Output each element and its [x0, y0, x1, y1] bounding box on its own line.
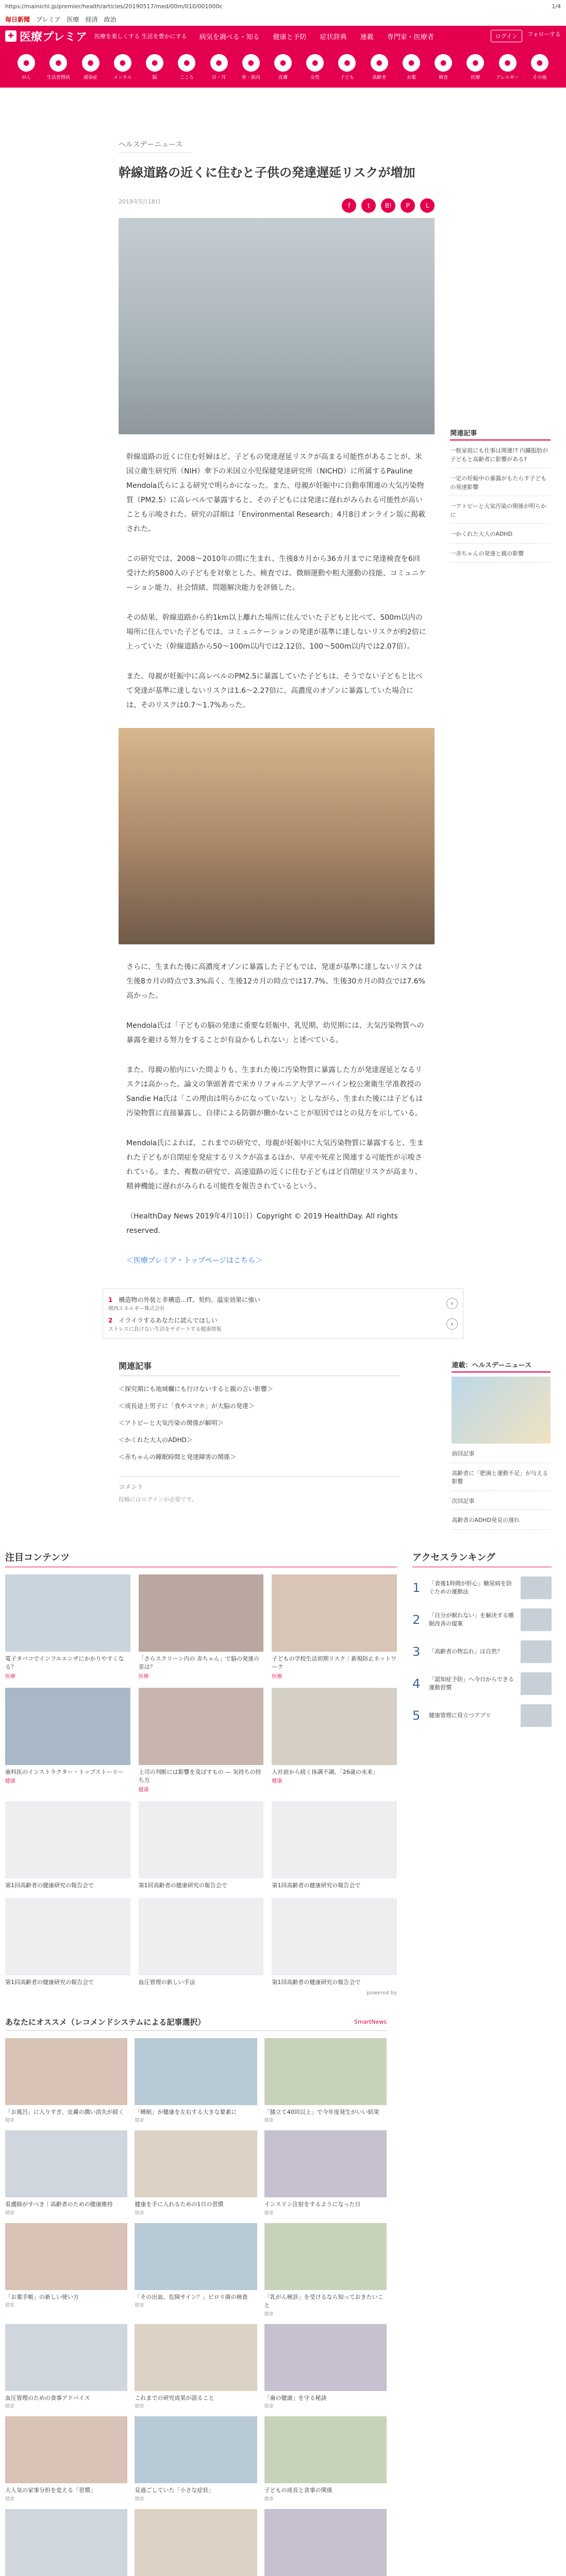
recommend-image: [135, 2223, 257, 2290]
recommend-text: 「その出血、危険サイン？」ピロリ菌の検査: [135, 2293, 248, 2300]
related-link[interactable]: ＜かくれた大人のADHD＞: [119, 1436, 193, 1444]
recommend-text: これまでの研究成果が語ること: [135, 2394, 214, 2401]
article-paragraph: また、母親が妊娠中に高レベルのPM2.5に暴露していた子どもは、そうでない子どもと比べて発達が基準に達しないリスクは1.6〜2.27倍に、高濃度のオゾンに暴露していた場合には、そのリスクは0.7〜1.7%あった。: [126, 672, 423, 709]
recommend-image: [135, 2509, 257, 2576]
recommend-image: [135, 2130, 257, 2197]
category-label: がん: [22, 75, 31, 80]
category-icon: ●: [210, 54, 228, 72]
nav-item[interactable]: 症状辞典: [320, 33, 347, 41]
topbar-item[interactable]: 政治: [104, 15, 116, 23]
attention-card[interactable]: [5, 1898, 130, 1987]
category-icon: ●: [403, 54, 420, 72]
ad-number: 2: [108, 1317, 113, 1324]
recommend-text: 「お薬手帳」の新しい使い方: [5, 2293, 79, 2300]
article-paragraph: さらに、生まれた後に高濃度オゾンに暴露した子どもでは、発達が基準に達しないリスクは生後8カ月の時点で3.3%高く、生後12カ月の時点では17.7%、生後30カ月の時点では7.6%高かった。: [126, 963, 425, 1000]
card-text: 歯科医のインストラクター・トップストーリー: [5, 1768, 124, 1775]
nav-item[interactable]: 専門家・医療者: [387, 33, 434, 41]
back-to-top-link[interactable]: ＜医療プレミア・トップページはこちら＞: [126, 1257, 263, 1265]
chevron-right-icon[interactable]: ›: [446, 1318, 458, 1330]
recommend-image: [264, 2416, 387, 2483]
access-ranking: [412, 1550, 552, 1996]
recommend-card[interactable]: [264, 2038, 387, 2124]
recommend-source: 健康: [264, 2210, 274, 2216]
related-link[interactable]: ＜赤ちゃんの睡眠時間と発達障害の関係＞: [119, 1453, 237, 1461]
attention-title: 注目コンテンツ: [5, 1550, 397, 1567]
category-item[interactable]: [48, 54, 69, 80]
card-image: [139, 1688, 264, 1765]
article-photo-masked-child: [119, 218, 435, 434]
rank-text: 「自分が眠れない」を解決する睡眠改善の提案: [429, 1612, 514, 1627]
recommend-source: 健康: [135, 2303, 144, 2308]
recommend-image: [135, 2324, 257, 2391]
ad-number: 1: [108, 1296, 113, 1303]
card-text: 第1回高齢者の健康研究の報告会で: [5, 1979, 94, 1986]
card-image: [139, 1574, 264, 1652]
category-item[interactable]: [497, 54, 518, 80]
rank-number: 5: [412, 1708, 421, 1723]
aside-link[interactable]: 一般家庭にも仕事は関連!? 内臓脂肪が子どもと高齢者に影響がある?: [450, 447, 551, 468]
category-icon: ●: [338, 54, 356, 72]
category-item[interactable]: [112, 54, 133, 80]
recommend-card[interactable]: [264, 2130, 387, 2216]
brand-name: 医療プレミア: [20, 30, 88, 44]
related-link[interactable]: ＜成長途上男子に「食やスマホ」が大脳の発達＞: [119, 1402, 255, 1410]
card-tag: 健康: [5, 1778, 15, 1784]
recommend-card[interactable]: [135, 2509, 257, 2576]
aside-link[interactable]: 一赤ちゃんの発達と親の影響: [450, 550, 551, 563]
topbar-item[interactable]: プレミア: [36, 15, 61, 23]
series-image: [452, 1377, 551, 1444]
recommend-card[interactable]: [5, 2509, 127, 2576]
category-label: 脳: [152, 75, 157, 80]
category-label: 生活習慣病: [46, 75, 70, 80]
login-button[interactable]: ログイン: [491, 30, 522, 42]
category-icon: ●: [274, 54, 292, 72]
recommend-source: 健康: [264, 2404, 274, 2409]
card-tag: 健康: [138, 1787, 149, 1793]
category-item[interactable]: [337, 54, 357, 80]
main-nav: [199, 31, 434, 41]
card-image: [272, 1801, 397, 1878]
powered-by: powered by: [367, 1990, 397, 1996]
recommend-source: 健康: [264, 2496, 274, 2502]
comment-login-prompt[interactable]: 投稿にはログインが必要です。: [119, 1496, 197, 1503]
recommend-source: 健康: [264, 2118, 274, 2123]
article-paragraph: 幹線道路の近くに住む妊婦ほど、子どもの発達遅延リスクが高まる可能性があることが、米国立衛生研究所（NIH）傘下の米国立小児保健発達研究所（NICHD）に所属するPauline Mendola氏らによる研究で明らかになった。また、母親が妊娠中に自動車関連の大気汚染物質（PM2.5）に高レベルで暴露すると、その子どもには発達に遅れがみられる可能性が高いことも示唆された。研究の詳細は「Environmental Research」4月8日オンライン版に掲載された。: [126, 453, 425, 533]
ranking-list: [412, 1577, 552, 1727]
recommend-card[interactable]: [264, 2509, 387, 2576]
card-tag: 健康: [272, 1778, 282, 1784]
card-image: [5, 1688, 130, 1765]
rank-number: 1: [412, 1580, 421, 1595]
recommend-card[interactable]: [5, 2223, 127, 2317]
category-label: 高齢者: [372, 75, 387, 80]
recommend-card[interactable]: [5, 2038, 127, 2124]
header-actions: [491, 30, 561, 42]
url-text: https://mainichi.jp/premier/health/articles/20190517/med/00m/010/001000c: [5, 3, 223, 10]
card-image: [272, 1898, 397, 1975]
category-item[interactable]: [16, 54, 37, 80]
category-icon: ●: [49, 54, 67, 72]
prev-article-label: 前回記事: [452, 1450, 551, 1463]
category-icon: ●: [371, 54, 388, 72]
rank-text: 「食後1時間が肝心」糖尿病を防ぐための運動法: [429, 1580, 512, 1595]
article-copyright: （HealthDay News 2019年4月10日）Copyright © 2019 HealthDay. All rights reserved.: [126, 1212, 398, 1235]
recommend-card[interactable]: [135, 2223, 257, 2317]
card-text: 第1回高齢者の健康研究の報告会で: [5, 1882, 94, 1889]
attention-card[interactable]: [272, 1688, 397, 1793]
nav-item[interactable]: 連載: [360, 33, 374, 41]
recommend-image: [135, 2038, 257, 2105]
card-text: 上司の判断には影響を及ぼすもの — 気持ちの持ち方: [138, 1768, 261, 1784]
recommend-image: [5, 2509, 127, 2576]
card-image: [272, 1574, 397, 1652]
category-item[interactable]: [433, 54, 454, 80]
related-articles: [119, 1360, 400, 1530]
recommend-text: 看護師がすべき｜高齢者のための健康維持: [5, 2201, 113, 2208]
attention-card[interactable]: [5, 1688, 130, 1793]
main-content: [0, 88, 566, 1268]
recommend-source: 健康: [264, 2311, 274, 2317]
attention-card[interactable]: [139, 1688, 264, 1793]
recommend-card[interactable]: [5, 2130, 127, 2216]
ad-row[interactable]: [108, 1314, 458, 1334]
rank-number: 3: [412, 1644, 421, 1659]
recommend-card[interactable]: [264, 2223, 387, 2317]
category-item[interactable]: [273, 54, 293, 80]
card-tag: 医療: [272, 1673, 282, 1680]
card-image: [5, 1898, 130, 1975]
recommend-source: 健康: [135, 2404, 144, 2409]
category-item[interactable]: [529, 54, 550, 80]
category-item[interactable]: [144, 54, 165, 80]
rank-number: 2: [412, 1612, 421, 1627]
related-title: 関連記事: [119, 1360, 400, 1376]
top-bar: [0, 12, 566, 26]
tagline: 医療を楽しくする 生活を豊かにする: [94, 33, 187, 40]
card-text: 入社前から続く体調不調、「26歳の未来」: [272, 1768, 378, 1775]
attention-card[interactable]: [139, 1801, 264, 1890]
category-icon: ●: [18, 54, 35, 72]
ranking-item[interactable]: [412, 1640, 552, 1663]
category-icon: ●: [499, 54, 517, 72]
category-icon: ●: [242, 54, 260, 72]
recommend-text: 「歯の健康」を守る秘訣: [264, 2394, 327, 2401]
category-icon: ●: [531, 54, 548, 72]
article-paragraph: この研究では、2008〜2010年の間に生まれ、生後8カ月から36カ月までに発達検査を6回受けた約5800人の子どもを対象とした。検査では、微細運動や粗大運動の技能、コミュニケーション能力、社会情緒、問題解決能力を評価した。: [126, 555, 426, 592]
recommend-text: 見過ごしていた「小さな症状」: [135, 2487, 214, 2494]
recommend-image: [264, 2223, 387, 2290]
lower-section: [0, 1550, 566, 1996]
article-paragraph: その結果、幹線道路から約1km以上離れた場所に住んでいた子どもと比べて、500m以内の場所に住んでいた子どもでは、コミュニケーションの発達が基準に達しないリスクが約2倍に上っていた（幹線道路から50〜100m以内では2.12倍、100〜500m以内では2.07倍）。: [126, 614, 426, 651]
ad-row[interactable]: [108, 1293, 458, 1314]
recommend-card[interactable]: [135, 2130, 257, 2216]
attention-card[interactable]: [272, 1574, 397, 1680]
section-label[interactable]: ヘルスデーニュース: [119, 139, 191, 153]
category-icon: ●: [82, 54, 99, 72]
related-link[interactable]: ＜探究期にも地域欄にも行けないすると親の言い影響＞: [119, 1385, 274, 1393]
category-item[interactable]: [209, 54, 229, 80]
topbar-item[interactable]: 医療: [66, 15, 79, 23]
category-icon: ●: [114, 54, 131, 72]
ranking-item[interactable]: [412, 1577, 552, 1599]
recommend-card[interactable]: [264, 2324, 387, 2410]
category-item[interactable]: [369, 54, 390, 80]
attention-card[interactable]: [139, 1898, 264, 1987]
recommend-text: 「乳がん検診」を受けるなら知っておきたいこと: [264, 2293, 384, 2309]
related-section: [0, 1360, 566, 1530]
recommend-title: あなたにオススメ（レコメンドシステムによる記事選択）: [5, 2017, 206, 2027]
category-label: こころ: [179, 75, 194, 80]
recommend-text: インスリン注射をするようになった日: [264, 2201, 361, 2208]
category-item[interactable]: [401, 54, 422, 80]
recommend-grid: [5, 2038, 387, 2576]
category-item[interactable]: [241, 54, 261, 80]
recommend-source: 健康: [5, 2118, 15, 2123]
aside-link[interactable]: 一かくれた大人のADHD: [450, 530, 551, 544]
rank-thumbnail: [521, 1640, 552, 1663]
recommend-image: [264, 2130, 387, 2197]
ranking-title: アクセスランキング: [412, 1550, 552, 1567]
article-paragraph: Mendola氏によれば、これまでの研究で、母親が妊娠中に大気汚染物質に暴露すると、生まれた子どもが自閉症を発症するリスクが高まるほか、早産や死産と関連する可能性が示唆されている。また、複数の研究で、高速道路の近くに住む子どもほど自閉症リスクが高まり、精神機能に遅れがみられる可能性を報告されているという。: [126, 1139, 424, 1191]
ranking-item[interactable]: [412, 1608, 552, 1631]
category-label: 目・耳: [212, 75, 226, 80]
ad-title: 構造物の外装と非構造…IT、契約、温室効果に強い: [119, 1296, 261, 1303]
category-label: 感染症: [84, 75, 98, 80]
recommend-source: 健康: [135, 2210, 144, 2216]
recommend-text: 「膝立て40回以上」で今年度発生がいい結果: [264, 2108, 379, 2115]
article-photo-pregnant-couple: [119, 728, 435, 944]
recommend-image: [5, 2324, 127, 2391]
card-image: [272, 1688, 397, 1765]
comment-label: コメント: [119, 1477, 400, 1491]
recommend-image: [264, 2038, 387, 2105]
category-bar: [0, 46, 566, 88]
attention-card[interactable]: [5, 1801, 130, 1890]
recommend-card[interactable]: [264, 2416, 387, 2502]
card-text: 血圧管理の新しい手法: [138, 1979, 195, 1986]
category-label: 皮膚: [278, 75, 288, 80]
recommend-text: 「睡眠」が健康を左右する大きな要素に: [135, 2108, 237, 2115]
recommend-image: [5, 2223, 127, 2290]
topbar-item[interactable]: 経済: [85, 15, 98, 23]
category-item[interactable]: [176, 54, 197, 80]
recommend-card[interactable]: [5, 2416, 127, 2502]
brand-logo[interactable]: [5, 28, 87, 44]
rank-thumbnail: [521, 1577, 552, 1599]
article: [119, 88, 435, 1268]
recommend-text: 子どもの成長と食事の関係: [264, 2487, 332, 2494]
category-icon: ●: [467, 54, 484, 72]
hatena-icon[interactable]: B!: [381, 198, 395, 213]
card-text: 第1回高齢者の健康研究の報告会で: [138, 1882, 227, 1889]
rank-number: 4: [412, 1676, 421, 1691]
recommend-source: 健康: [135, 2118, 144, 2123]
card-text: 第1回高齢者の健康研究の報告会で: [272, 1882, 361, 1889]
category-icon: ●: [306, 54, 324, 72]
attention-contents: [5, 1550, 397, 1996]
card-text: 第1回高齢者の健康研究の報告会で: [272, 1979, 361, 1986]
recommend-text: 健康を手に入れるための1日の習慣: [135, 2201, 224, 2208]
recommend-card[interactable]: [5, 2324, 127, 2410]
series-title: 連載：ヘルスデーニュース: [452, 1360, 551, 1372]
rank-thumbnail: [521, 1704, 552, 1727]
article-paragraph: また、母親の胎内にいた間よりも、生まれた後に汚染物質に暴露した方が発達遅延となるリスクは高かった。論文の筆頭著者で米カリフォルニア大学アーバイン校公衆衛生学准教授のSandie Ha氏は「この理由は明らかになっていない」としながら、生まれた後には子どもは汚染物質に直接暴露し、自律による防御が働かないことが原因ではとの見方を示している。: [126, 1066, 423, 1117]
article-paragraph: Mendola氏は「子どもの脳の発達に重要な妊娠中、乳児期、幼児期には、大気汚染物質への暴露を避ける努力をすることが有益かもしれない」と述べている。: [126, 1022, 424, 1044]
recommend-image: [5, 2416, 127, 2483]
recommend-source: 健康: [5, 2210, 15, 2216]
ad-box: [103, 1289, 463, 1339]
rank-thumbnail: [521, 1672, 552, 1695]
card-image: [139, 1801, 264, 1878]
recommend-text: 血圧管理のための食事アドバイス: [5, 2394, 90, 2401]
category-label: アレルギー: [496, 75, 519, 80]
facebook-icon[interactable]: f: [342, 198, 356, 213]
pocket-icon[interactable]: P: [401, 198, 415, 213]
twitter-icon[interactable]: t: [361, 198, 376, 213]
recommend-card[interactable]: [135, 2324, 257, 2410]
card-text: 「さらスクリーン内の 赤ちゃん」で脳の発達の差は？: [138, 1655, 259, 1670]
line-icon[interactable]: L: [420, 198, 435, 213]
category-label: 検査: [439, 75, 448, 80]
rank-text: 健康管理に役立つアプリ: [429, 1711, 491, 1719]
card-image: [5, 1574, 130, 1652]
recommend-image: [135, 2416, 257, 2483]
next-article-label: 次回記事: [452, 1497, 551, 1511]
page-count: 1/4: [552, 3, 561, 10]
mainichi-logo[interactable]: 毎日新聞: [5, 15, 30, 23]
browser-url-bar[interactable]: [0, 0, 566, 12]
recommend-image: [264, 2324, 387, 2391]
series-aside: [452, 1360, 551, 1530]
attention-card[interactable]: [139, 1574, 264, 1680]
category-item[interactable]: [80, 54, 101, 80]
recommend-card[interactable]: [135, 2416, 257, 2502]
prev-article-link[interactable]: 高齢者に「肥満と運動不足」が与える影響: [452, 1469, 551, 1491]
article-title: 幹線道路の近くに住むと子供の発達遅延リスクが増加: [119, 165, 415, 180]
aside-link[interactable]: 一定の妊娠中の暴露がもたらす子どもの発達影響: [450, 474, 551, 496]
chevron-right-icon[interactable]: ›: [446, 1298, 458, 1309]
category-label: 子ども: [340, 75, 354, 80]
card-text: 子どもの学校生活初期リスク｜新規防止ネットワーク: [272, 1655, 397, 1670]
category-label: メンタル: [113, 75, 132, 80]
recommend-image: [5, 2130, 127, 2197]
recommend-text: 「お風呂」に入りすぎ、皮膚の潤い消失が続く: [5, 2108, 124, 2115]
recommend-section: [0, 2016, 392, 2576]
aside-title: 関連記事: [450, 428, 551, 440]
site-header: [0, 26, 566, 46]
category-label: 医療: [471, 75, 480, 80]
card-image: [139, 1898, 264, 1975]
attention-card[interactable]: [272, 1898, 397, 1987]
category-item[interactable]: [465, 54, 486, 80]
aside-link[interactable]: 一アトピーと大気汚染の関係が明らかに: [450, 502, 551, 524]
category-icon: ●: [146, 54, 163, 72]
recommend-source: 健康: [5, 2404, 15, 2409]
category-icon: ●: [178, 54, 195, 72]
card-tag: 医療: [138, 1673, 149, 1680]
related-link[interactable]: ＜アトピーと大気汚染の関係が解明＞: [119, 1419, 224, 1427]
rank-text: 「認知症予防」へ今日からできる運動習慣: [429, 1676, 514, 1691]
ad-title: イライラするあなたに読んでほしい: [119, 1317, 218, 1324]
category-label: お薬: [406, 75, 416, 80]
nav-item[interactable]: 病気を調べる・知る: [199, 33, 260, 41]
recommend-header: [5, 2016, 387, 2031]
attention-grid: [5, 1574, 397, 1987]
recommend-image: [5, 2038, 127, 2105]
recommend-card[interactable]: [135, 2038, 257, 2124]
smartnews-badge: SmartNews: [354, 2018, 387, 2025]
category-label: 骨・筋肉: [241, 75, 260, 80]
ranking-item[interactable]: [412, 1672, 552, 1695]
article-date: 2019年5月18日: [119, 198, 161, 205]
recommend-source: 健康: [135, 2496, 144, 2502]
recommend-source: 健康: [5, 2496, 15, 2502]
ad-sub: ストレスに負けない生活をサポートする健康情報: [108, 1327, 222, 1332]
rank-thumbnail: [521, 1608, 552, 1631]
card-tag: 医療: [5, 1673, 15, 1680]
category-label: 女性: [310, 75, 320, 80]
next-article-link[interactable]: 高齢者のADHD発見の遅れ: [452, 1516, 551, 1530]
share-buttons: [119, 198, 435, 213]
article-aside: [450, 88, 551, 1268]
recommend-image: [264, 2509, 387, 2576]
category-icon: ●: [435, 54, 452, 72]
follow-button[interactable]: フォローする: [527, 31, 561, 38]
attention-card[interactable]: [5, 1574, 130, 1680]
recommend-text: 大人気の家事分担を変える「習慣」: [5, 2487, 96, 2494]
card-image: [5, 1801, 130, 1878]
attention-card[interactable]: [272, 1801, 397, 1890]
rank-text: 「高齢者の物忘れ」は自然？: [429, 1648, 503, 1655]
ranking-item[interactable]: [412, 1704, 552, 1727]
ad-sub: 関西エネルギー株式会社: [108, 1306, 165, 1312]
category-item[interactable]: [305, 54, 325, 80]
medical-cross-icon: ✚: [5, 30, 16, 42]
card-text: 電子タバコでインフルエンザにかかりやすくなる？: [5, 1655, 124, 1670]
nav-item[interactable]: 健康と予防: [273, 33, 307, 41]
category-label: その他: [532, 75, 547, 80]
recommend-source: 健康: [5, 2303, 15, 2308]
